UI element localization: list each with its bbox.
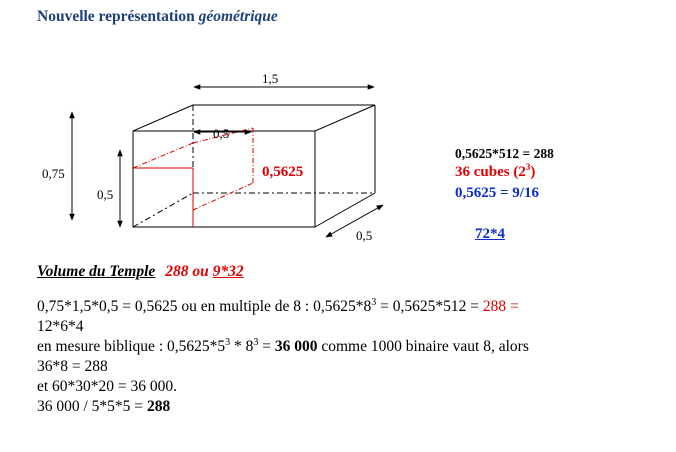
side-line-1: 0,5625*512 = 288: [455, 146, 554, 161]
volume-heading: Volume du Temple 288 ou 9*32: [37, 263, 244, 280]
body-text: [37, 297, 637, 417]
body-line-3: en mesure biblique : $0,5625*5^3 * 8^3 = 36$ 000 comme 1000 binaire vaut 8, alors: [37, 336, 529, 355]
box-bottom-right-edge: [315, 193, 375, 227]
box-hidden-diagonal: [133, 193, 193, 227]
body-line-2: 12*6*4: [37, 318, 84, 335]
dim-top-label: 1,5: [262, 71, 279, 86]
dim-depth-label: 0,5: [356, 228, 373, 243]
box-top-right-edge: [315, 105, 375, 131]
red-cube-top-back: [133, 143, 193, 168]
title-italic: géométrique: [198, 8, 278, 25]
side-line-3: 0,5625 = 9/16: [455, 185, 539, 201]
side-line-4: 72*4: [475, 226, 505, 242]
page-title: Nouvelle représentation géométrique: [37, 8, 278, 25]
box-top-left-edge: [133, 105, 193, 131]
body-line-5: et 60*30*20 = 36 000.: [37, 378, 178, 395]
dim-inner-top-label: 0,5: [213, 126, 230, 141]
dim-inner-left-label: 0,5: [97, 187, 114, 202]
center-value: 0,5625: [262, 164, 304, 180]
arrow-depth: [326, 205, 383, 237]
side-line-2: 36 cubes $(2^3)$: [455, 162, 536, 180]
body-line-6: 36 000 / 5*5*5 = 288: [37, 398, 171, 415]
body-line-1: 0,75*1,5*0,5 = 0,5625 ou en multiple de 8 : $0,5625*8^3 = 0,5625*512 = 288$ =: [37, 296, 519, 315]
dim-left-label: 0,75: [42, 166, 65, 181]
red-cube-back-bottom: [193, 183, 253, 210]
body-line-4: 36*8 = 288: [37, 358, 108, 375]
